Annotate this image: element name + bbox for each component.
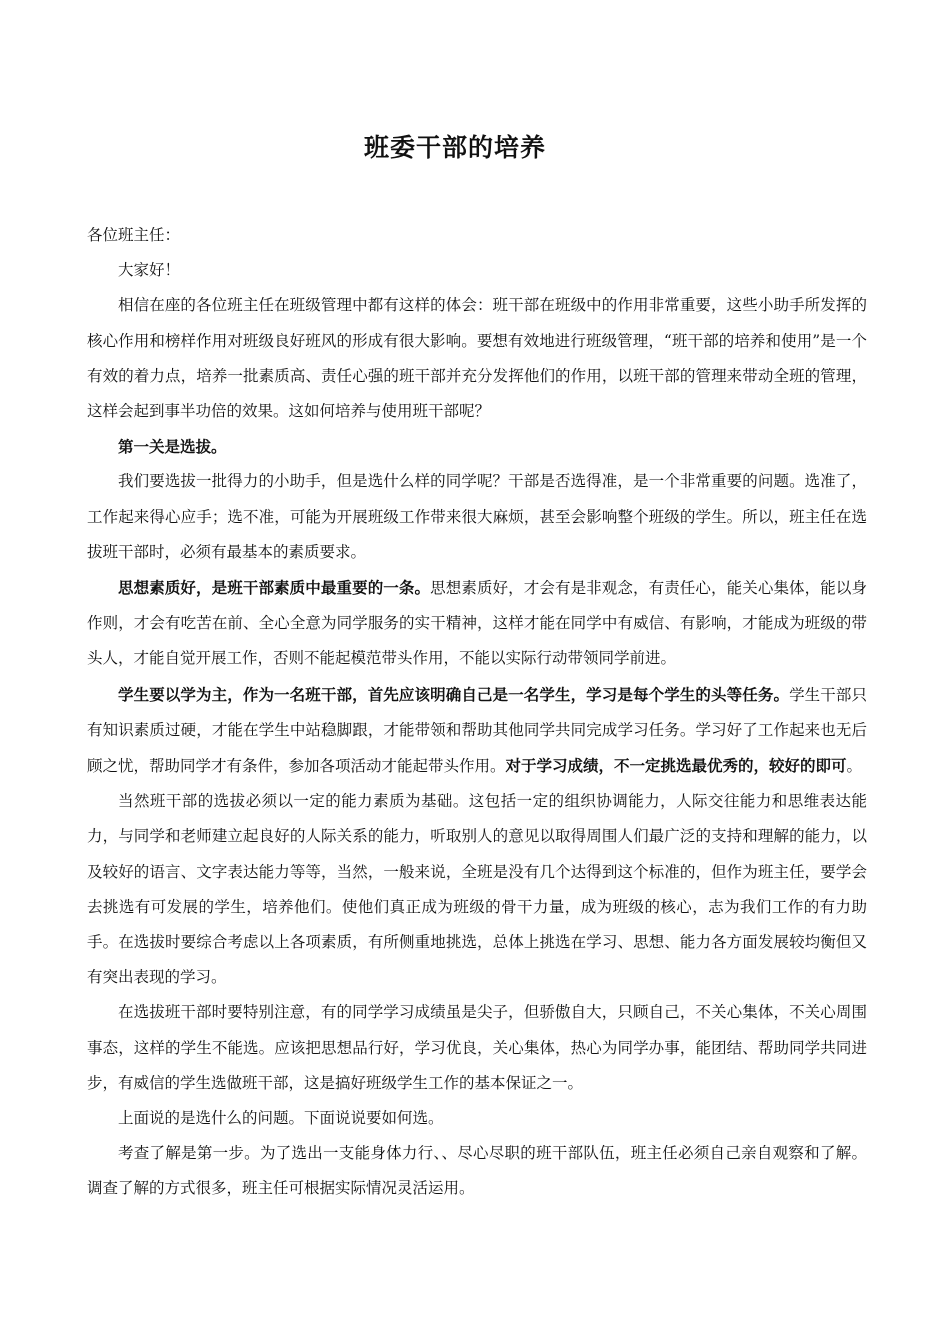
- study-emphasis: 学生要以学为主，作为一名班干部，首先应该明确自己是一名学生，学习是每个学生的头等任务。: [118, 684, 790, 704]
- greeting: 大家好！: [118, 261, 181, 280]
- paragraph-investigation: 考查了解是第一步。为了选出一支能身体力行、、尽心尽职的班干部队伍，班主任必须自己亲自观察和了解。调查了解的方式很多，班主任可根据实际情况灵活运用。: [87, 1144, 867, 1198]
- study-text: 学生干部只有知识素质过硬，才能在学生中站稳脚跟，才能带领和帮助其他同学共同完成学习任务。学习好了工作起来也无后顾之忧，帮助同学才有条件，参加各项活动才能起带头作用。: [87, 685, 867, 776]
- paragraph-intro: 相信在座的各位班主任在班级管理中都有这样的体会：班干部在班级中的作用非常重要，这些小助手所发挥的核心作用和榜样作用对班级良好班风的形成有很大影响。要想有效地进行班级管理，“班干部的培养和使用”是一个有效的着力点，培养一批素质高、责任心强的班干部并充分发挥他们的作用，以班干部的管理来带动全班的管理，这样会起到事半功倍的效果。这如何培养与使用班干部呢？: [87, 296, 867, 421]
- paragraph-ability: 当然班干部的选拔必须以一定的能力素质为基础。这包括一定的组织协调能力，人际交往能力和思维表达能力，与同学和老师建立起良好的人际关系的能力，听取别人的意见以取得周围人们最广泛的支持和理解的能力，以及较好的语言、文字表达能力等等，当然，一般来说，全班是没有几个达得到这个标准的，但作为班主任，要学会去挑选有可发展的学生，培养他们。使他们真正成为班级的骨干力量，成为班级的核心，志为我们工作的有力助手。在选拔时要综合考虑以上各项素质，有所侧重地挑选，总体上挑选在学习、思想、能力各方面发展较均衡但又有突出表现的学习。: [87, 792, 867, 987]
- paragraph-study: [87, 677, 867, 785]
- salutation: 各位班主任：: [87, 226, 181, 244]
- study-end: 。: [846, 757, 863, 776]
- paragraph-caution: 在选拔班干部时要特别注意，有的同学学习成绩虽是尖子，但骄傲自大，只顾自己，不关心集体，不关心周围事态，这样的学生不能选。应该把思想品行好，学习优良，关心集体，热心为同学办事，能团结、帮助同学共同进步，有威信的学生选做班干部，这是搞好班级学生工作的基本保证之一。: [87, 1003, 867, 1092]
- paragraph-transition: 上面说的是选什么的问题。下面说说要如何选。: [118, 1109, 444, 1128]
- document-title: 班委干部的培养: [363, 133, 546, 162]
- study-emphasis-grades: 对于学习成绩，不一定挑选最优秀的，较好的即可: [505, 756, 847, 776]
- ideology-emphasis: 思想素质好，是班干部素质中最重要的一条。: [118, 578, 431, 598]
- ideology-text: 思想素质好，才会有是非观念，有责任心，能关心集体，能以身作则，才会有吃苦在前、全心全意为同学服务的实干精神，这样才能在同学中有威信、有影响，才能成为班级的带头人，才能自觉开展工作，否则不能起模范带头作用，不能以实际行动带领同学前进。: [87, 579, 867, 668]
- section-heading-selection: 第一关是选拔。: [118, 437, 227, 457]
- paragraph-ideology: [87, 570, 867, 677]
- document-body: [87, 218, 867, 1207]
- paragraph-selection-question: 我们要选拔一批得力的小助手，但是选什么样的同学呢？干部是否选得准，是一个非常重要的问题。选准了，工作起来得心应手；选不准，可能为开展班级工作带来很大麻烦，甚至会影响整个班级的学生。所以，班主任在选拔班干部时，必须有最基本的素质要求。: [87, 472, 867, 561]
